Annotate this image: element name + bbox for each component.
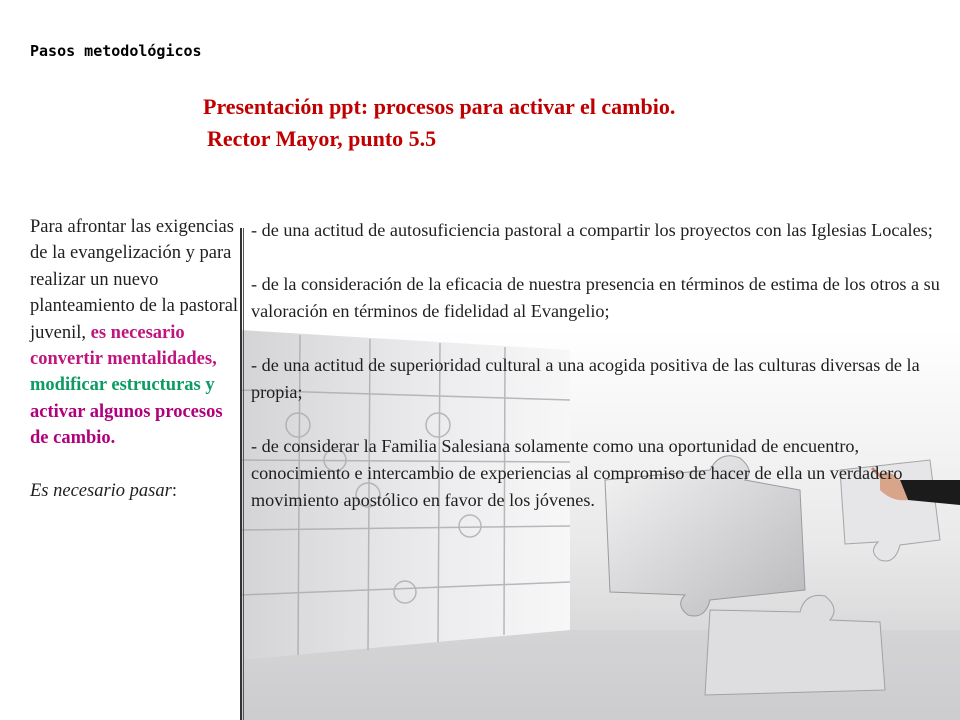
highlight-activate-processes: activar algunos procesos de cambio. bbox=[30, 401, 223, 449]
list-item: - de una actitud de superioridad cultural a una acogida positiva de las culturas diversas de la propia; bbox=[251, 355, 920, 402]
list-item: - de considerar la Familia Salesiana solamente como una oportunidad de encuentro, conocimiento e intercambio de experiencias al compromiso de hacer de ella un verdadero movimiento apostólico en favor de los jóvenes. bbox=[251, 436, 903, 510]
left-text-column bbox=[30, 214, 240, 504]
closing-text: Es necesario pasar bbox=[30, 480, 172, 501]
highlight-modify-structures: modificar estructuras y bbox=[30, 375, 215, 396]
intro-text: Para afrontar las exigencias de la evangelización y para realizar un nuevo planteamiento de la pastoral juvenil, bbox=[30, 217, 239, 343]
section-label: Pasos metodológicos bbox=[30, 42, 202, 60]
title-line-1: Presentación ppt: procesos para activar el cambio. bbox=[203, 94, 676, 119]
list-item: - de una actitud de autosuficiencia pastoral a compartir los proyectos con las Iglesias Locales; bbox=[251, 220, 933, 240]
right-text-column bbox=[251, 217, 941, 541]
list-item: - de la consideración de la eficacia de nuestra presencia en términos de estima de los otros a su valoración en términos de fidelidad al Evangelio; bbox=[251, 274, 940, 321]
column-divider-shadow bbox=[243, 228, 244, 720]
highlight-convert-mentalities: es necesario convertir mentalidades, bbox=[30, 322, 217, 370]
column-divider bbox=[240, 228, 242, 720]
title-line-2: Rector Mayor, punto 5.5 bbox=[207, 126, 437, 151]
closing-colon: : bbox=[171, 480, 177, 501]
page-title bbox=[203, 91, 675, 155]
